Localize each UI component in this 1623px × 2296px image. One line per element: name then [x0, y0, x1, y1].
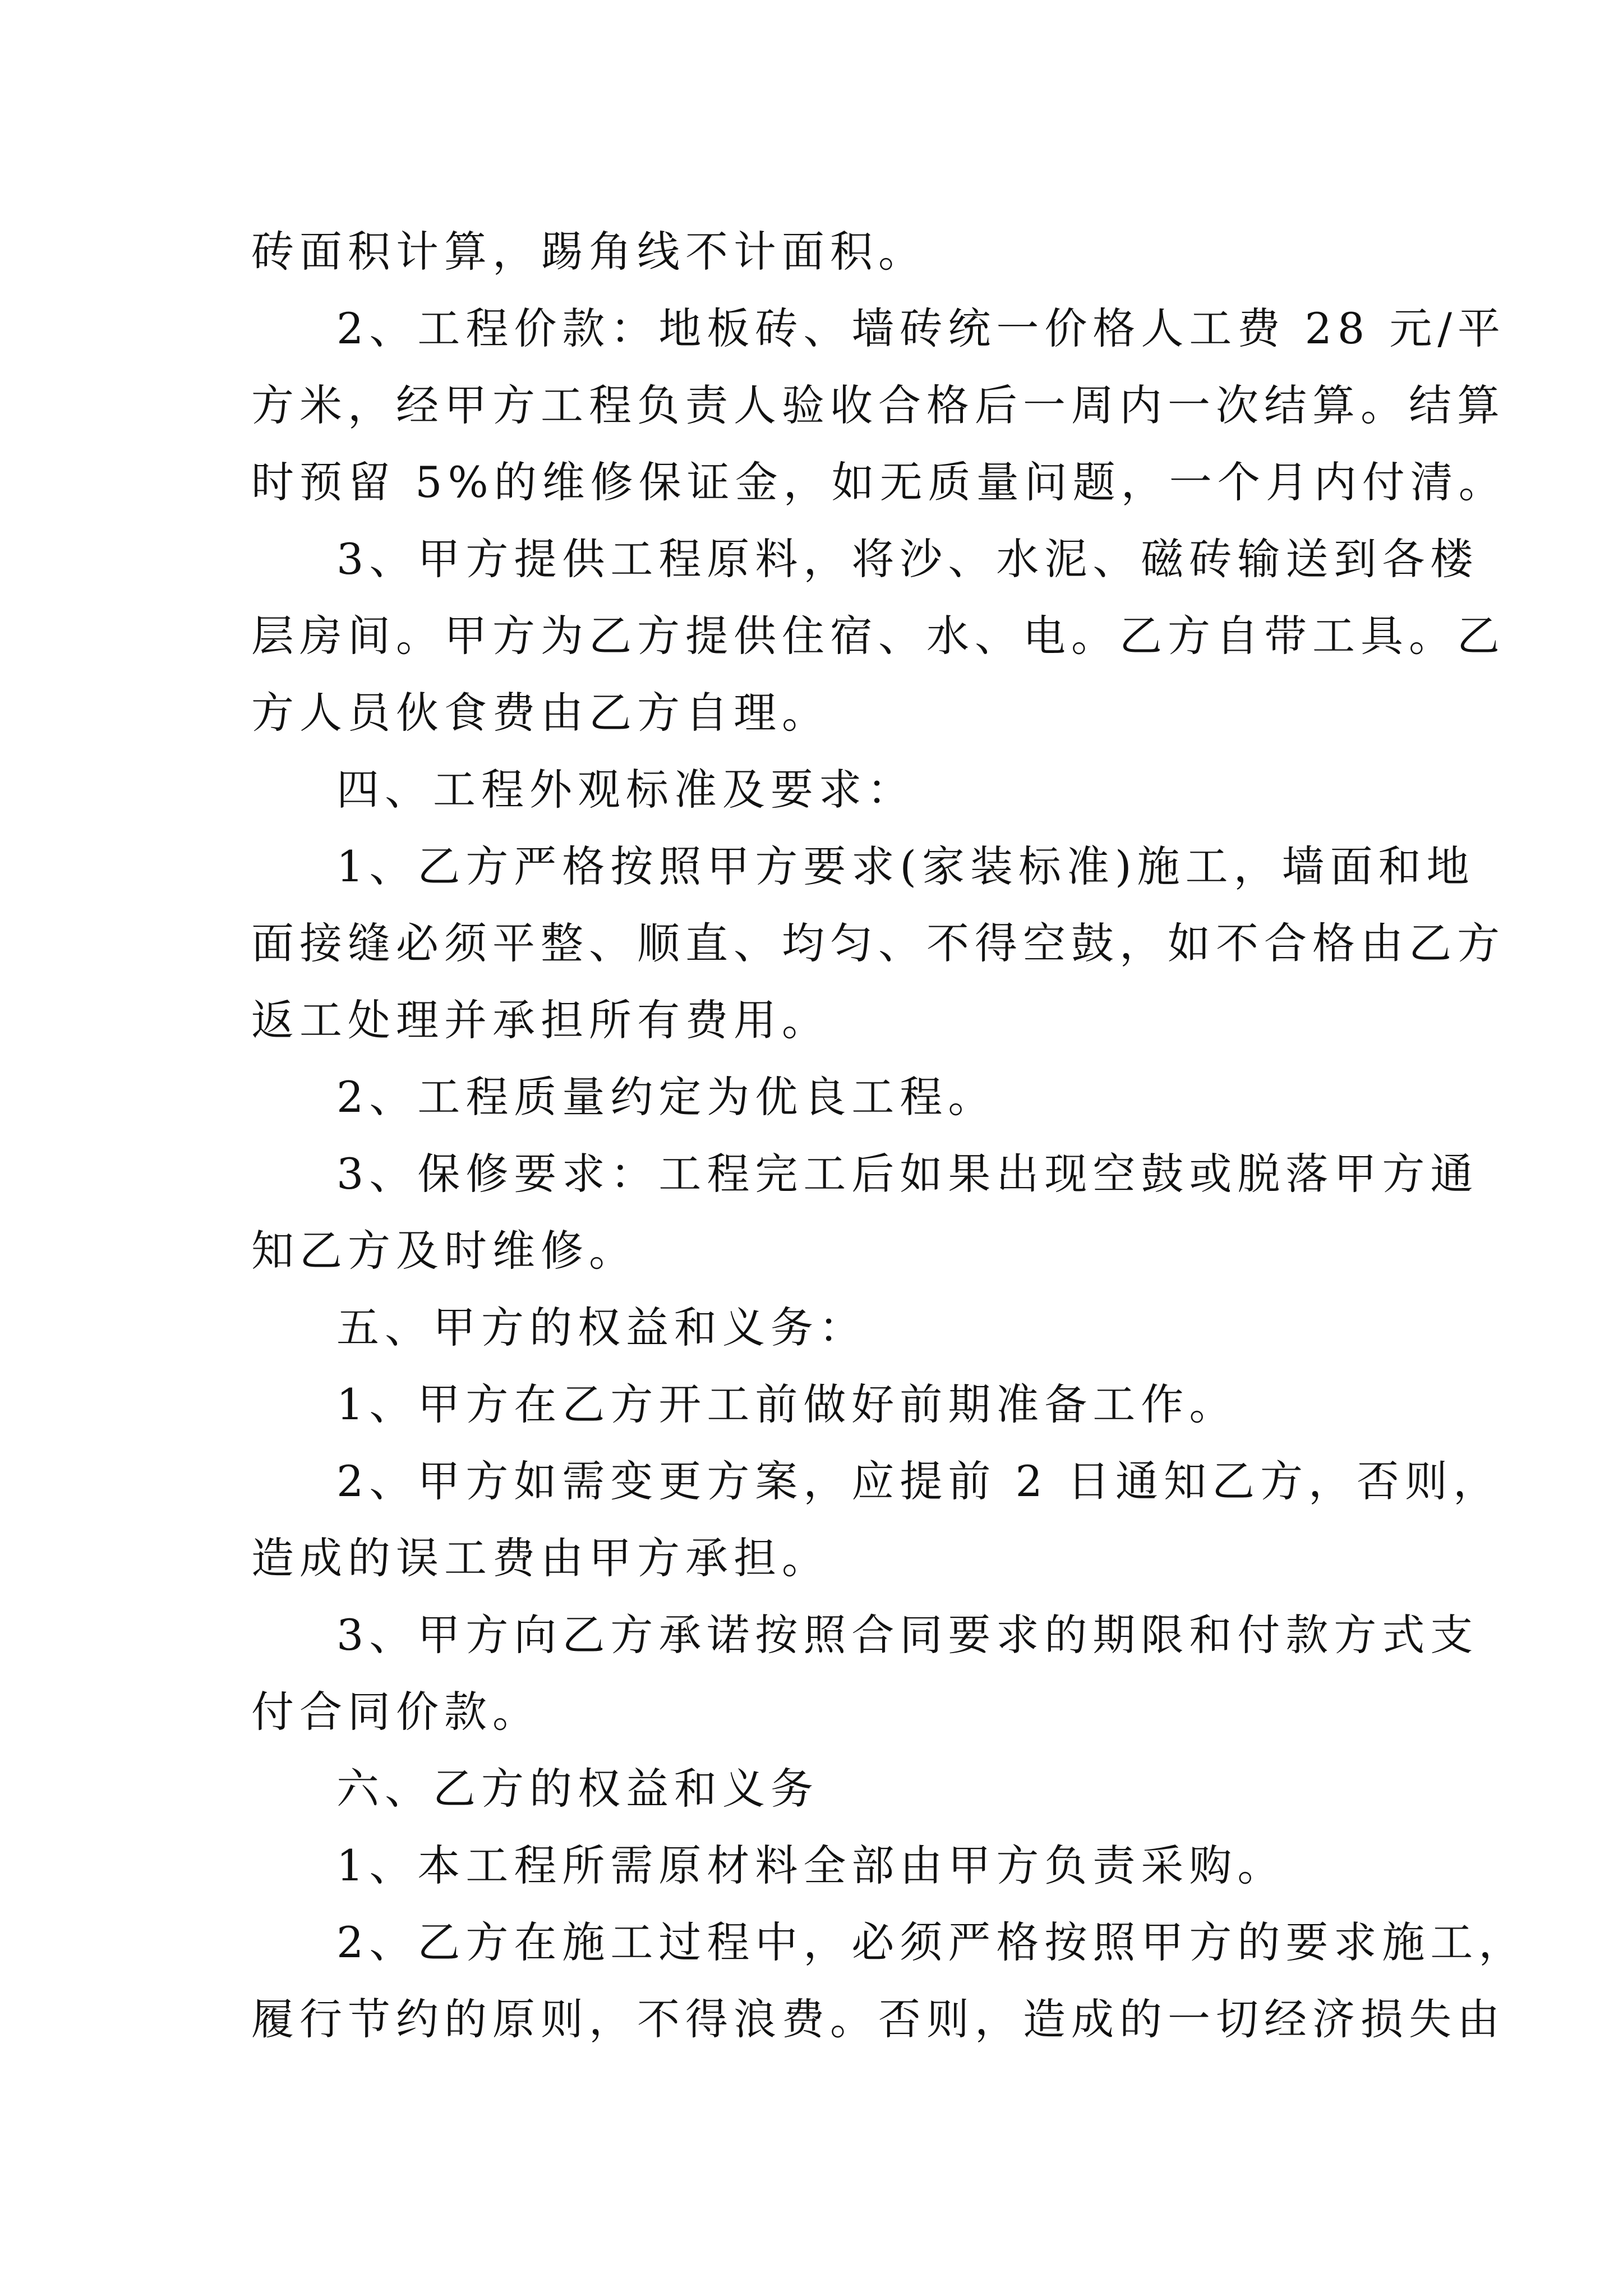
- text-line: 3、甲方向乙方承诺按照合同要求的期限和付款方式支: [336, 1610, 1479, 1660]
- text-line: 时预留 5%的维修保证金，如无质量问题，一个月内付清。: [251, 457, 1507, 507]
- section-heading: 四、工程外观标准及要求：: [336, 765, 915, 815]
- text-line: 方人员伙食费由乙方自理。: [251, 688, 830, 738]
- text-line: 2、工程价款：地板砖、墙砖统一价格人工费 28 元/平: [336, 303, 1506, 353]
- text-line: 知乙方及时维修。: [251, 1226, 637, 1276]
- text-line: 履行节约的原则，不得浪费。否则，造成的一切经济损失由: [251, 1994, 1505, 2044]
- document-page: [251, 213, 1527, 2058]
- text-line: 1、甲方在乙方开工前做好前期准备工作。: [336, 1379, 1238, 1429]
- text-line: 层房间。甲方为乙方提供住宿、水、电。乙方自带工具。乙: [251, 611, 1505, 661]
- text-line: 3、甲方提供工程原料，将沙、水泥、磁砖输送到各楼: [336, 534, 1479, 584]
- text-line: 返工处理并承担所有费用。: [251, 995, 830, 1045]
- section-heading: 六、乙方的权益和义务: [336, 1764, 819, 1814]
- text-line: 1、本工程所需原材料全部由甲方负责采购。: [336, 1841, 1286, 1890]
- text-line: 2、甲方如需变更方案，应提前 2 日通知乙方，否则，: [336, 1456, 1502, 1506]
- text-line: 砖面积计算，踢角线不计面积。: [251, 227, 926, 277]
- text-line: 方米，经甲方工程负责人验收合格后一周内一次结算。结算: [251, 380, 1505, 430]
- section-heading: 五、甲方的权益和义务：: [336, 1303, 867, 1352]
- text-line: 1、乙方严格按照甲方要求(家装标准)施工，墙面和地: [336, 841, 1475, 891]
- text-line: 付合同价款。: [251, 1687, 541, 1737]
- text-line: 3、保修要求：工程完工后如果出现空鼓或脱落甲方通: [336, 1149, 1479, 1199]
- text-line: 2、工程质量约定为优良工程。: [336, 1072, 997, 1122]
- text-line: 2、乙方在施工过程中，必须严格按照甲方的要求施工，: [336, 1917, 1527, 1967]
- text-line: 造成的误工费由甲方承担。: [251, 1533, 830, 1583]
- text-line: 面接缝必须平整、顺直、均匀、不得空鼓，如不合格由乙方: [251, 918, 1505, 968]
